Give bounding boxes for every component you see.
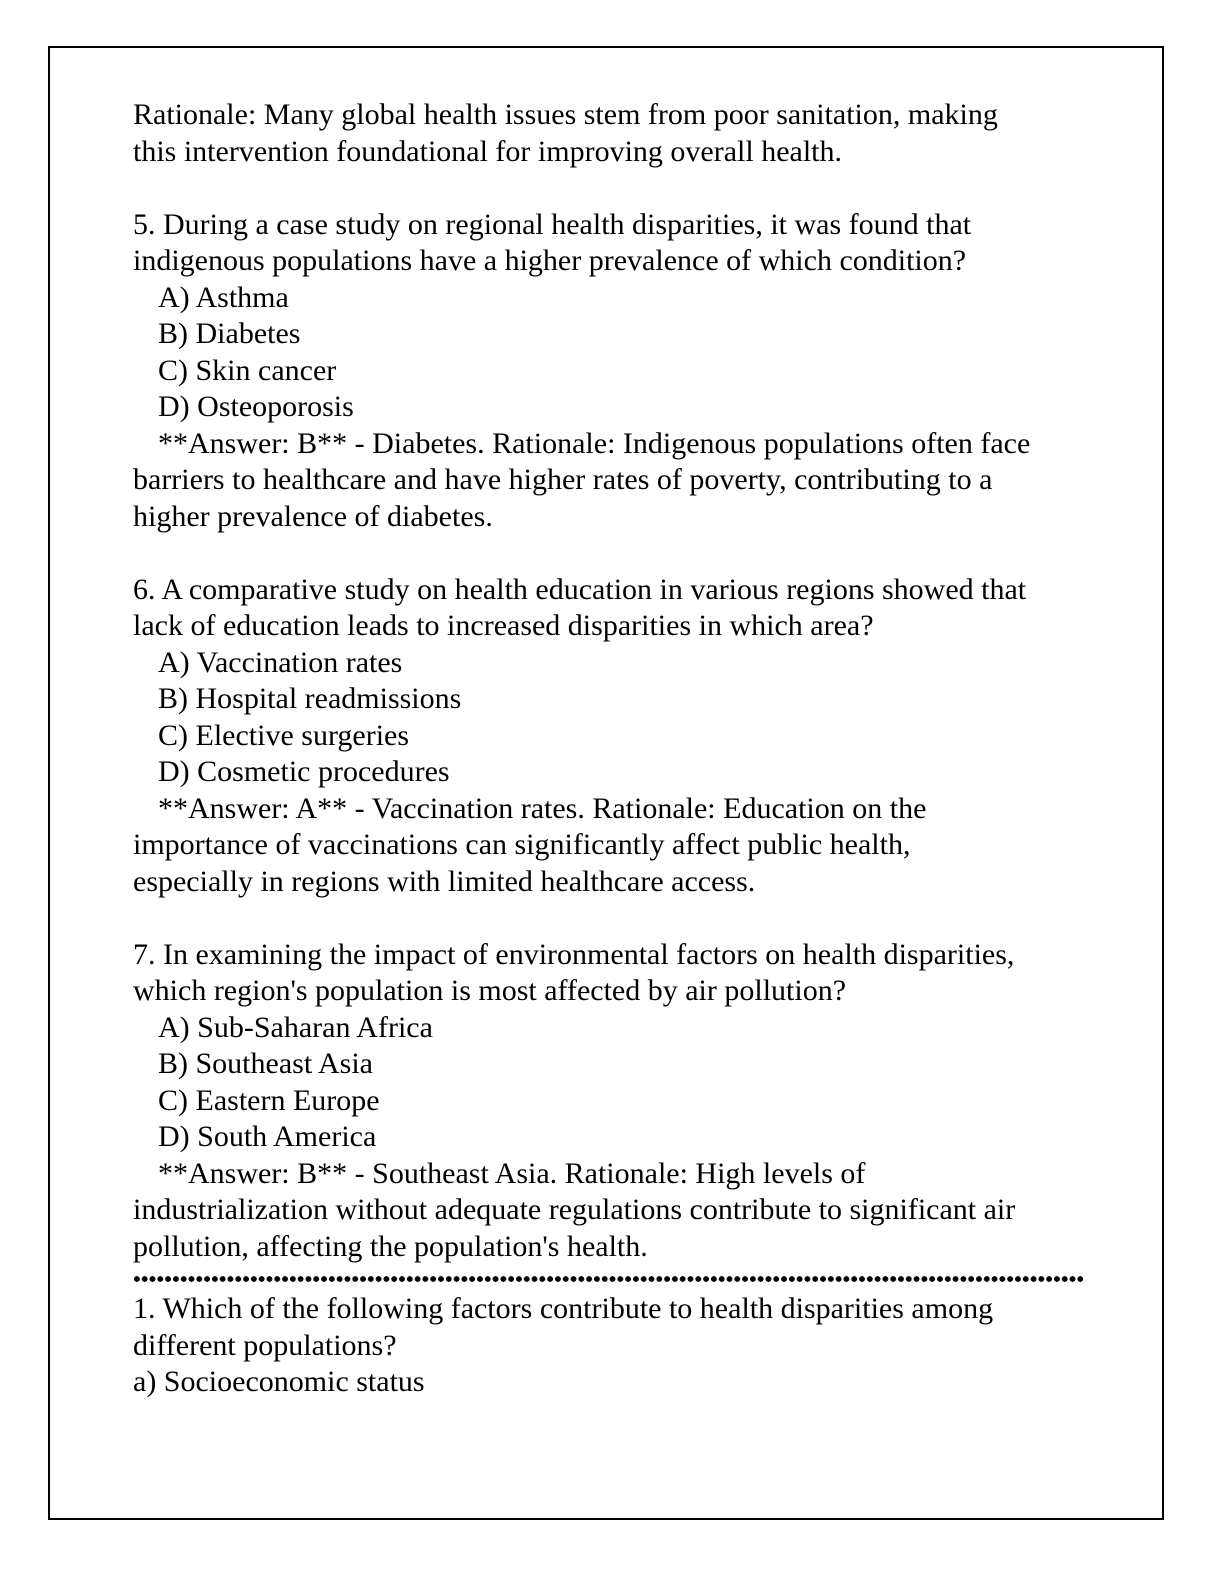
question-7 (133, 937, 1113, 1266)
option-d: D) Cosmetic procedures (158, 755, 450, 788)
question-text: 5. During a case study on regional health disparities, it was found that (133, 207, 972, 241)
answer-text: barriers to healthcare and have higher rates of poverty, contributing to a (133, 463, 993, 496)
intro-rationale (133, 97, 1113, 170)
option-d: D) Osteoporosis (158, 390, 354, 423)
question-text: 6. A comparative study on health education in various regions showed that (133, 572, 1027, 606)
paragraph-gap (133, 900, 1113, 937)
dotted-separator (133, 1275, 1083, 1283)
option-c: C) Eastern Europe (158, 1083, 380, 1117)
answer-text: **Answer: B** - Diabetes. Rationale: Indigenous populations often face (158, 426, 1031, 460)
question-text: lack of education leads to increased disparities in which area? (133, 609, 874, 642)
option-b: B) Diabetes (158, 317, 301, 350)
answer-text: higher prevalence of diabetes. (133, 499, 493, 533)
question-6 (133, 572, 1113, 901)
option-d: D) South America (158, 1120, 377, 1153)
answer-text: **Answer: B** - Southeast Asia. Rationale: High levels of (158, 1156, 866, 1190)
answer-text: **Answer: A** - Vaccination rates. Rationale: Education on the (158, 791, 927, 825)
next-section-question-1 (133, 1291, 1113, 1401)
answer-text: industrialization without adequate regulations contribute to significant air (133, 1193, 1016, 1226)
question-text: 7. In examining the impact of environmental factors on health disparities, (133, 937, 1015, 971)
document-body (133, 97, 1113, 1401)
option-b: B) Hospital readmissions (158, 682, 462, 715)
option-a: a) Socioeconomic status (133, 1365, 425, 1398)
text-line: Rationale: Many global health issues stem from poor sanitation, making (133, 98, 998, 131)
answer-text: especially in regions with limited healthcare access. (133, 864, 756, 898)
answer-text: importance of vaccinations can significantly affect public health, (133, 828, 911, 861)
answer-text: pollution, affecting the population's health. (133, 1229, 648, 1263)
question-text: indigenous populations have a higher prevalence of which condition? (133, 244, 967, 277)
option-a: A) Asthma (158, 280, 289, 314)
question-text: 1. Which of the following factors contribute to health disparities among (133, 1292, 994, 1325)
question-5 (133, 207, 1113, 536)
question-text: different populations? (133, 1328, 397, 1362)
question-text: which region's population is most affected by air pollution? (133, 974, 847, 1007)
paragraph-gap (133, 535, 1113, 572)
option-c: C) Skin cancer (158, 353, 337, 387)
text-line: this intervention foundational for improving overall health. (133, 134, 842, 168)
paragraph-gap (133, 170, 1113, 207)
option-b: B) Southeast Asia (158, 1047, 373, 1080)
option-a: A) Sub-Saharan Africa (158, 1010, 433, 1044)
option-c: C) Elective surgeries (158, 718, 410, 752)
option-a: A) Vaccination rates (158, 645, 403, 679)
